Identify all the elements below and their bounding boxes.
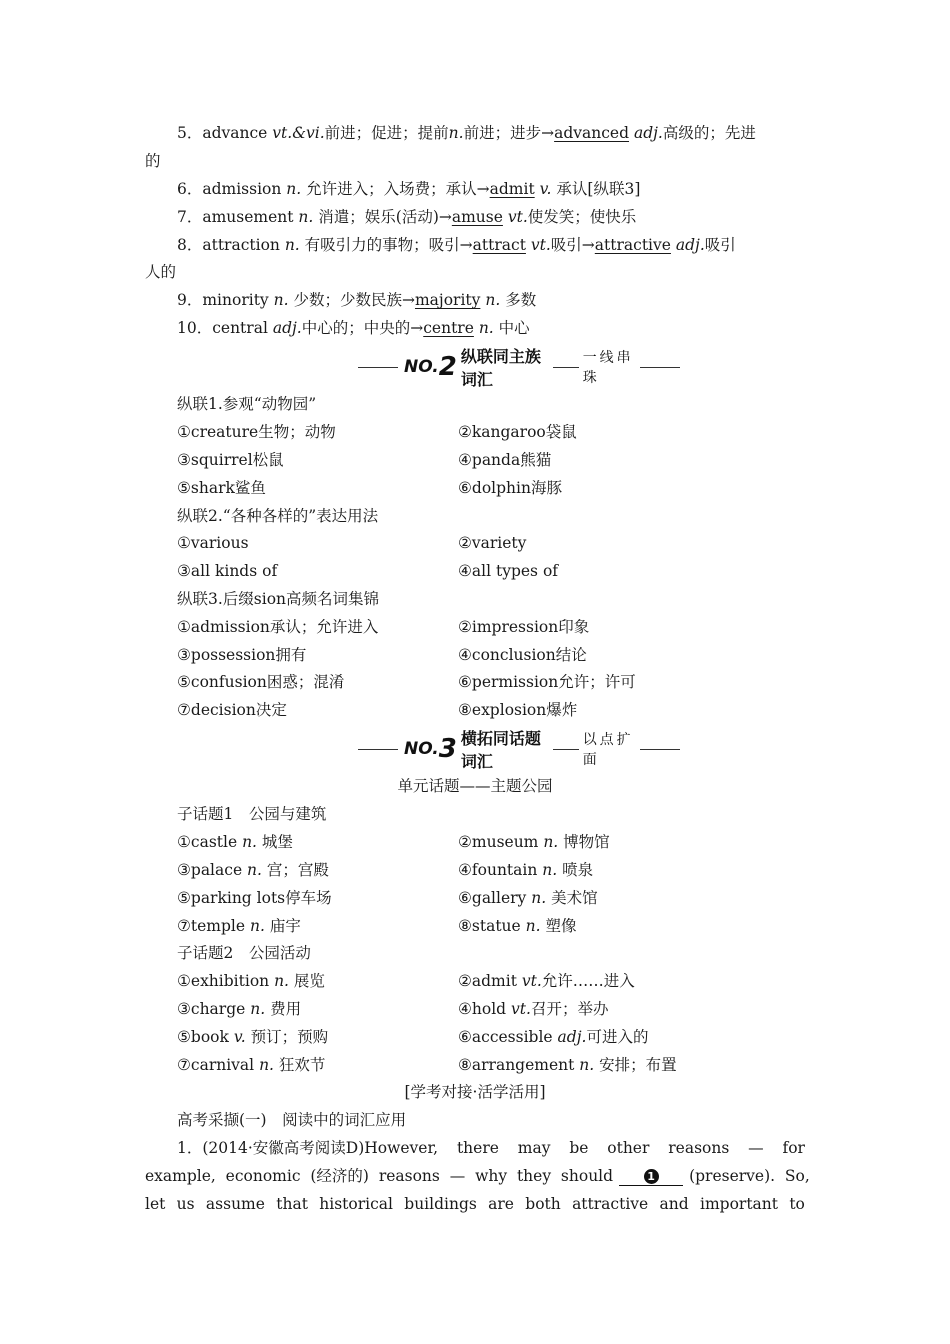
group-title: 纵联1.参观“动物园” [177, 395, 317, 413]
group-title: 纵联3.后缀sion高频名词集锦 [177, 590, 380, 608]
practice-part-title: 高考采撷(一) 阅读中的词汇应用 [177, 1111, 407, 1129]
word: that [276, 1195, 308, 1213]
vocab-item-9: 9．minority n. 少数；少数民族→majority n. 多数 [177, 291, 537, 309]
word: both [525, 1195, 561, 1213]
list-item: ③all kinds of [177, 562, 278, 580]
word: us [176, 1195, 195, 1213]
list-item: ⑥gallery n. 美术馆 [458, 889, 598, 907]
header-rule-right [640, 749, 680, 750]
word: may [517, 1139, 551, 1157]
derived-word: centre [423, 319, 474, 337]
derived-word: amuse [451, 208, 503, 226]
practice-header: [学考对接·活学活用] [404, 1083, 546, 1101]
word: 1．(2014·安徽高考阅读D)However, [177, 1139, 439, 1157]
vocab-item-7: 7．amusement n. 消遣；娱乐(活动)→amuse vt.使发笑；使快乐 [177, 208, 637, 226]
list-item: ⑧arrangement n. 安排；布置 [458, 1056, 677, 1074]
word: reasons [668, 1139, 730, 1157]
word: for [782, 1139, 805, 1157]
list-item: ⑥dolphin海豚 [458, 479, 562, 497]
list-item: ①creature生物；动物 [177, 423, 336, 441]
list-item: ①admission承认；允许进入 [177, 618, 379, 636]
word: buildings [404, 1195, 477, 1213]
list-item: ⑥accessible adj.可进入的 [458, 1028, 649, 1046]
answer-blank[interactable] [619, 1167, 683, 1186]
word: important [700, 1195, 778, 1213]
header-rule-left [358, 367, 398, 368]
derived-word: attract [472, 236, 526, 254]
word: other [607, 1139, 650, 1157]
list-item: ④conclusion结论 [458, 646, 587, 664]
list-item: ②admit vt.允许……进入 [458, 972, 635, 990]
list-item: ⑤book v. 预订；预购 [177, 1028, 329, 1046]
list-item: ③charge n. 费用 [177, 1000, 302, 1018]
list-item: ③palace n. 宫；宫殿 [177, 861, 329, 879]
list-item: ②kangaroo袋鼠 [458, 423, 577, 441]
blank-number-badge: 1 [644, 1169, 659, 1184]
list-item: ①various [177, 534, 249, 552]
header-rule-mid [553, 749, 579, 750]
list-item: ①exhibition n. 展览 [177, 972, 325, 990]
list-item: ⑦carnival n. 狂欢节 [177, 1056, 326, 1074]
list-item: ④fountain n. 喷泉 [458, 861, 594, 879]
vocab-item-8: 8．attraction n. 有吸引力的事物；吸引→attract vt.吸引→attractive adj.吸引 [177, 236, 736, 254]
word: there [456, 1139, 499, 1157]
list-item: ④all types of [458, 562, 559, 580]
list-item: ⑦decision决定 [177, 701, 287, 719]
derived-word: attractive [594, 236, 671, 254]
list-item: ⑦temple n. 庙宇 [177, 917, 301, 935]
list-item: ⑤parking lots停车场 [177, 889, 332, 907]
question-1-line-1 [177, 1138, 805, 1158]
vocab-item-10: 10．central adj.中心的；中央的→centre n. 中心 [177, 319, 530, 337]
derived-word: majority [414, 291, 481, 309]
section-title: 横拓同话题词汇 [460, 729, 541, 771]
word: let [145, 1195, 166, 1213]
list-item: ⑥permission允许；许可 [458, 673, 636, 691]
derived-word: advanced [554, 124, 630, 142]
list-item: ③possession拥有 [177, 646, 307, 664]
section-header-no3: NO. 3 横拓同话题词汇 以点扩面 [358, 734, 680, 764]
list-item: ⑧explosion爆炸 [458, 701, 578, 719]
section-header-no2: NO. 2 纵联同主族词汇 一线串珠 [358, 352, 680, 382]
word: to [789, 1195, 805, 1213]
vocab-item-6: 6．admission n. 允许进入；入场费；承认→admit v. 承认[纵联3] [177, 180, 641, 198]
word: — [748, 1139, 764, 1157]
question-1-line-2: example, economic (经济的) reasons — why they should 1 (preserve). So, [145, 1167, 810, 1185]
list-item: ①castle n. 城堡 [177, 833, 293, 851]
word: be [569, 1139, 589, 1157]
vocab-item-8-wrap: 人的 [145, 263, 177, 281]
word: assume [205, 1195, 265, 1213]
subtopic-title: 子话题2 公园活动 [177, 944, 311, 962]
question-1-line-3 [145, 1194, 805, 1214]
section-number: 2 [438, 352, 457, 382]
vocab-item-5-wrap: 的 [145, 152, 161, 170]
derived-word: admit [489, 180, 535, 198]
list-item: ⑤shark鲨鱼 [177, 479, 266, 497]
word: attractive [572, 1195, 649, 1213]
group-title: 纵联2.“各种各样的”表达用法 [177, 507, 379, 525]
list-item: ②museum n. 博物馆 [458, 833, 610, 851]
section-subtitle: 以点扩面 [582, 732, 634, 768]
section-number: 3 [438, 734, 457, 764]
list-item: ②impression印象 [458, 618, 590, 636]
list-item: ⑧statue n. 塑像 [458, 917, 577, 935]
list-item: ④panda熊猫 [458, 451, 552, 469]
section-title: 纵联同主族词汇 [460, 347, 541, 389]
list-item: ②variety [458, 534, 527, 552]
subtopic-title: 子话题1 公园与建筑 [177, 805, 327, 823]
topic-title: 单元话题——主题公园 [397, 777, 553, 795]
word: and [659, 1195, 689, 1213]
section-subtitle: 一线串珠 [582, 350, 634, 386]
header-rule-left [358, 749, 398, 750]
list-item: ④hold vt.召开；举办 [458, 1000, 609, 1018]
vocab-item-5: 5．advance vt.&vi.前进；促进；提前n.前进；进步→advanced adj.高级的；先进 [177, 124, 756, 142]
list-item: ③squirrel松鼠 [177, 451, 284, 469]
header-rule-right [640, 367, 680, 368]
word: are [488, 1195, 514, 1213]
list-item: ⑤confusion困惑；混淆 [177, 673, 345, 691]
word: historical [319, 1195, 393, 1213]
header-rule-mid [553, 367, 579, 368]
